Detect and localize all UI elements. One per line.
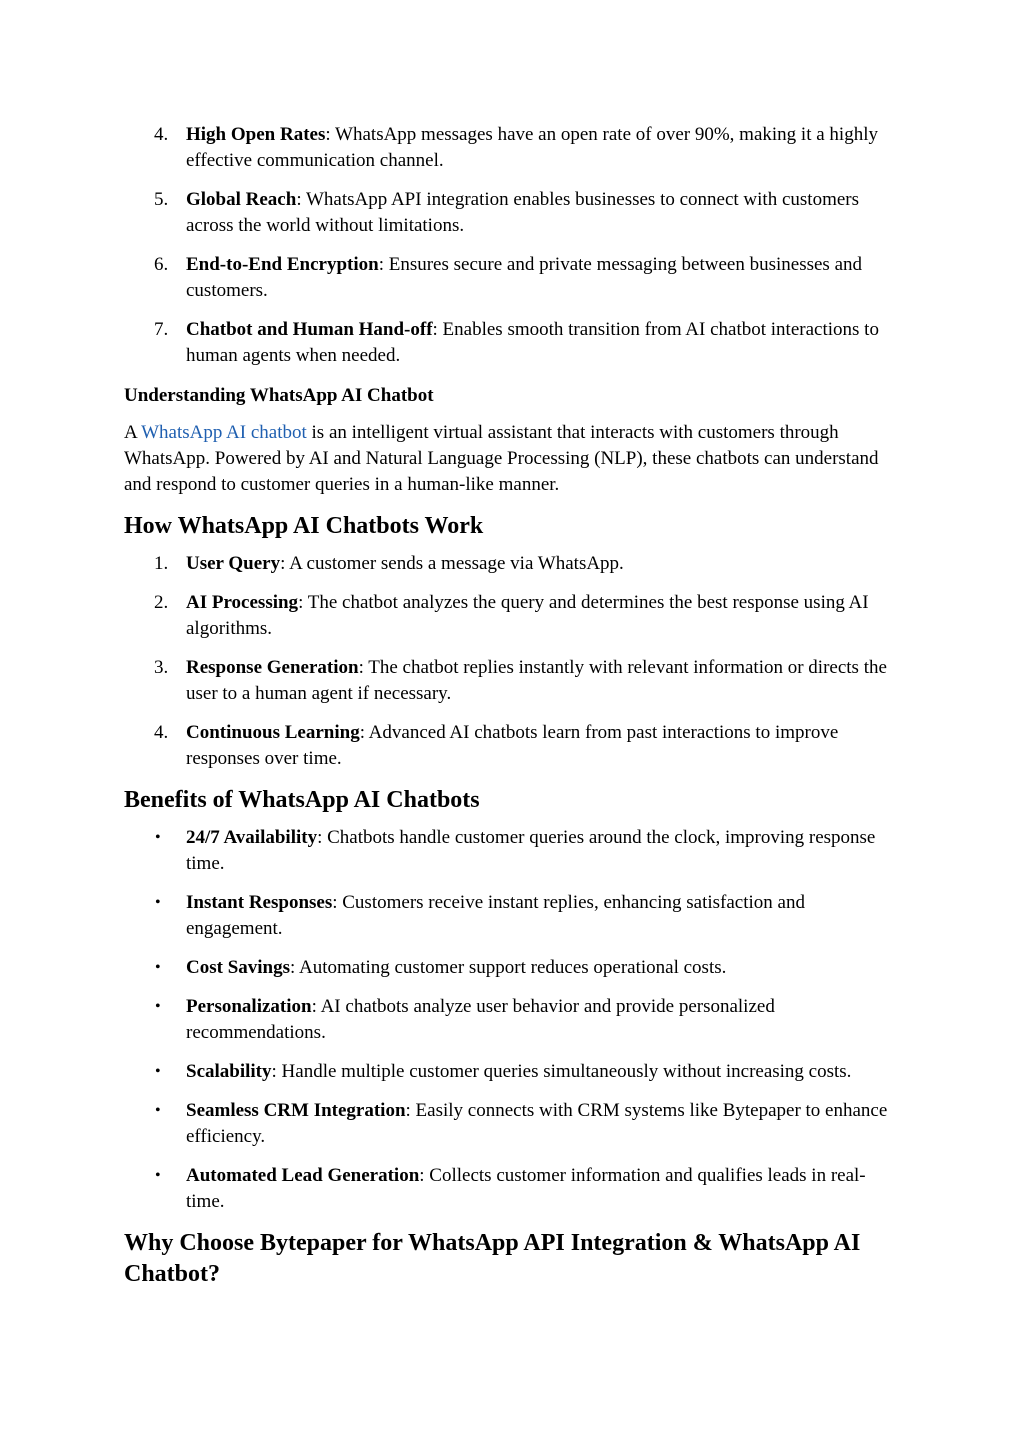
- list-item: [124, 955, 899, 981]
- list-item: [124, 1098, 899, 1150]
- list-item-title: Chatbot and Human Hand-off: [186, 319, 433, 340]
- bullet-icon: •: [155, 894, 161, 911]
- list-item-text: : The chatbot replies instantly with relevant information or directs the user to a human agent if necessary.: [186, 657, 887, 704]
- list-item-title: Instant Responses: [186, 892, 333, 913]
- benefits-heading: Benefits of WhatsApp AI Chatbots: [124, 787, 480, 813]
- list-item-text: : WhatsApp messages have an open rate of over 90%, making it a highly effective communication channel.: [186, 124, 878, 171]
- list-item-title: Continuous Learning: [186, 722, 360, 743]
- bullet-icon: •: [155, 959, 161, 976]
- list-number: 3.: [154, 657, 169, 678]
- list-item: [124, 825, 899, 877]
- bullet-icon: •: [155, 998, 161, 1015]
- how-it-works-heading: How WhatsApp AI Chatbots Work: [124, 513, 484, 539]
- list-item-title: User Query: [186, 553, 281, 574]
- paragraph-suffix: is an intelligent virtual assistant that interacts with customers through WhatsApp. Powered by AI and Natural Language Processing (NLP), these chatbots can understand and respond to customer queries in a human-like manner.: [124, 422, 879, 495]
- list-item: [124, 252, 899, 304]
- list-number: 6.: [154, 254, 169, 275]
- how-it-works-list: [124, 551, 899, 772]
- list-item-text: : Automating customer support reduces operational costs.: [290, 957, 727, 978]
- list-number: 7.: [154, 319, 169, 340]
- list-item-title: 24/7 Availability: [186, 827, 318, 848]
- whatsapp-ai-chatbot-link[interactable]: WhatsApp AI chatbot: [141, 422, 307, 443]
- list-item: [124, 551, 899, 577]
- bullet-icon: •: [155, 1063, 161, 1080]
- list-item: [124, 1163, 899, 1215]
- list-number: 2.: [154, 592, 169, 613]
- list-item-text: : The chatbot analyzes the query and determines the best response using AI algorithms.: [186, 592, 869, 639]
- list-item: [124, 994, 899, 1046]
- features-list-continued: [124, 122, 899, 369]
- list-item-text: : Advanced AI chatbots learn from past interactions to improve responses over time.: [186, 722, 839, 769]
- list-item: [124, 122, 899, 174]
- list-number: 4.: [154, 124, 169, 145]
- list-item: [124, 655, 899, 707]
- bullet-icon: •: [155, 1102, 161, 1119]
- list-number: 5.: [154, 189, 169, 210]
- list-item: [124, 720, 899, 772]
- list-item-title: Cost Savings: [186, 957, 290, 978]
- list-item-text: : AI chatbots analyze user behavior and provide personalized recommendations.: [186, 996, 775, 1043]
- benefits-list: [124, 825, 899, 1215]
- list-item-title: Seamless CRM Integration: [186, 1100, 406, 1121]
- list-item: [124, 590, 899, 642]
- list-item-text: : Ensures secure and private messaging between businesses and customers.: [186, 254, 863, 301]
- list-item: [124, 890, 899, 942]
- list-item: [124, 317, 899, 369]
- list-item-title: AI Processing: [186, 592, 299, 613]
- list-item-text: : WhatsApp API integration enables businesses to connect with customers across the world without limitations.: [186, 189, 860, 236]
- bullet-icon: •: [155, 1167, 161, 1184]
- list-item-title: Scalability: [186, 1061, 272, 1082]
- list-item: [124, 187, 899, 239]
- list-item-text: : Chatbots handle customer queries around the clock, improving response time.: [186, 827, 876, 874]
- list-item-title: High Open Rates: [186, 124, 326, 145]
- document-page: [124, 122, 899, 1300]
- list-item-text: : A customer sends a message via WhatsApp.: [280, 553, 624, 574]
- list-item-title: Automated Lead Generation: [186, 1165, 420, 1186]
- understanding-paragraph: [124, 420, 899, 498]
- list-item-title: Global Reach: [186, 189, 297, 210]
- list-item-text: : Customers receive instant replies, enhancing satisfaction and engagement.: [186, 892, 805, 939]
- paragraph-prefix: A: [124, 422, 142, 443]
- list-item-text: : Enables smooth transition from AI chatbot interactions to human agents when needed.: [186, 319, 879, 366]
- list-item-title: End-to-End Encryption: [186, 254, 379, 275]
- list-item-text: : Collects customer information and qualifies leads in real-time.: [186, 1165, 866, 1212]
- list-item-text: : Easily connects with CRM systems like Bytepaper to enhance efficiency.: [186, 1100, 888, 1147]
- list-item-text: : Handle multiple customer queries simultaneously without increasing costs.: [271, 1061, 852, 1082]
- list-number: 4.: [154, 722, 169, 743]
- list-item-title: Personalization: [186, 996, 312, 1017]
- why-choose-heading: Why Choose Bytepaper for WhatsApp API Integration & WhatsApp AI Chatbot?: [124, 1230, 861, 1287]
- understanding-heading: Understanding WhatsApp AI Chatbot: [124, 385, 434, 406]
- list-item: [124, 1059, 899, 1085]
- list-number: 1.: [154, 553, 169, 574]
- list-item-title: Response Generation: [186, 657, 359, 678]
- bullet-icon: •: [155, 829, 161, 846]
